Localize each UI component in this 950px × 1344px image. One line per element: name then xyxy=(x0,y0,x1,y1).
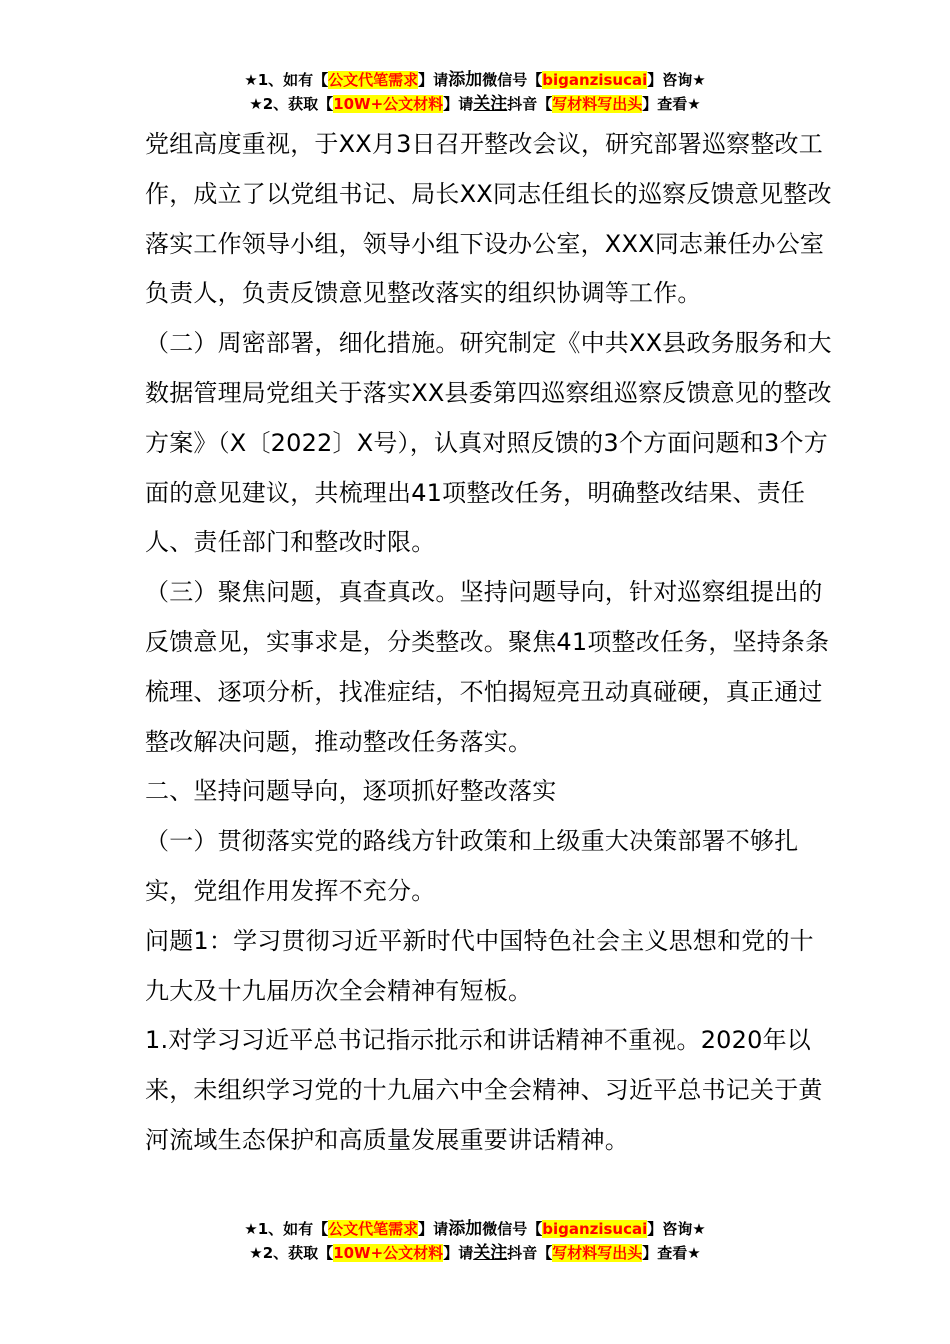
banner-line-1 xyxy=(0,68,950,92)
banner-text: 抖音【 xyxy=(507,95,553,113)
paragraph: 1.对学习习近平总书记指示批示和讲话精神不重视。2020年以来，未组织学习党的十九届六中全会精神、习近平总书记关于黄河流域生态保护和高质量发展重要讲话精神。 xyxy=(145,1026,823,1154)
paragraph: （三）聚焦问题，真查真改。坚持问题导向，针对巡察组提出的反馈意见，实事求是，分类整改。聚焦41项整改任务，坚持条条梳理、逐项分析，找准症结，不怕揭短亮丑动真碰硬，真正通过整改解决问题，推动整改任务落实。 xyxy=(145,578,830,756)
banner-highlight: 公文代笔需求 xyxy=(328,1220,419,1238)
banner-text: ★2、获取【 xyxy=(249,95,334,113)
banner-douyin-id: 写材料写出头 xyxy=(552,1244,643,1262)
paragraph: 党组高度重视，于XX月3日召开整改会议，研究部署巡察整改工作，成立了以党组书记、局长XX同志任组长的巡察反馈意见整改落实工作领导小组，领导小组下设办公室，XXX同志兼任办公室负责人，负责反馈意见整改落实的组织协调等工作。 xyxy=(145,130,832,308)
banner-text: 微信号【 xyxy=(482,1220,543,1238)
banner-line-2 xyxy=(0,1241,950,1265)
banner-line-1 xyxy=(0,1217,950,1241)
banner-text: 】请 xyxy=(443,1244,474,1262)
banner-douyin-id: 写材料写出头 xyxy=(552,95,643,113)
banner-text: 】咨询★ xyxy=(647,71,706,89)
banner-text: ★2、获取【 xyxy=(249,1244,334,1262)
banner-text: 】请 xyxy=(418,1220,449,1238)
banner-text: 】请 xyxy=(443,95,474,113)
section-heading: 二、坚持问题导向，逐项抓好整改落实 xyxy=(145,777,557,806)
banner-text: 微信号【 xyxy=(482,71,543,89)
header-banner xyxy=(0,68,950,116)
banner-text: ★1、如有【 xyxy=(244,71,329,89)
banner-highlight: 10W+公文材料 xyxy=(333,95,444,113)
banner-text: 抖音【 xyxy=(507,1244,553,1262)
banner-highlight: 10W+公文材料 xyxy=(333,1244,444,1262)
banner-text: ★1、如有【 xyxy=(244,1220,329,1238)
banner-text: 】查看★ xyxy=(642,1244,701,1262)
banner-text: 】查看★ xyxy=(642,95,701,113)
banner-text: 关注 xyxy=(473,94,508,114)
footer-banner xyxy=(0,1217,950,1265)
paragraph: （一）贯彻落实党的路线方针政策和上级重大决策部署不够扎实，党组作用发挥不充分。 xyxy=(145,827,799,905)
banner-highlight: 公文代笔需求 xyxy=(328,71,419,89)
paragraph: （二）周密部署，细化措施。研究制定《中共XX县政务服务和大数据管理局党组关于落实XX县委第四巡察组巡察反馈意见的整改方案》（X〔2022〕X号），认真对照反馈的3个方面问题和3个方面的意见建议，共梳理出41项整改任务，明确整改结果、责任人、责任部门和整改时限。 xyxy=(145,329,832,557)
banner-wechat-id: biganzisucai xyxy=(542,1220,648,1238)
banner-text: 】请 xyxy=(418,71,449,89)
document-body xyxy=(145,120,835,1166)
banner-line-2 xyxy=(0,92,950,116)
paragraph: 问题1：学习贯彻习近平新时代中国特色社会主义思想和党的十九大及十九届历次全会精神有短板。 xyxy=(145,926,814,1005)
banner-text: 】咨询★ xyxy=(647,1220,706,1238)
banner-wechat-id: biganzisucai xyxy=(542,71,648,89)
banner-text: 关注 xyxy=(473,1243,508,1263)
banner-text: 添加 xyxy=(448,70,483,90)
banner-text: 添加 xyxy=(448,1219,483,1239)
